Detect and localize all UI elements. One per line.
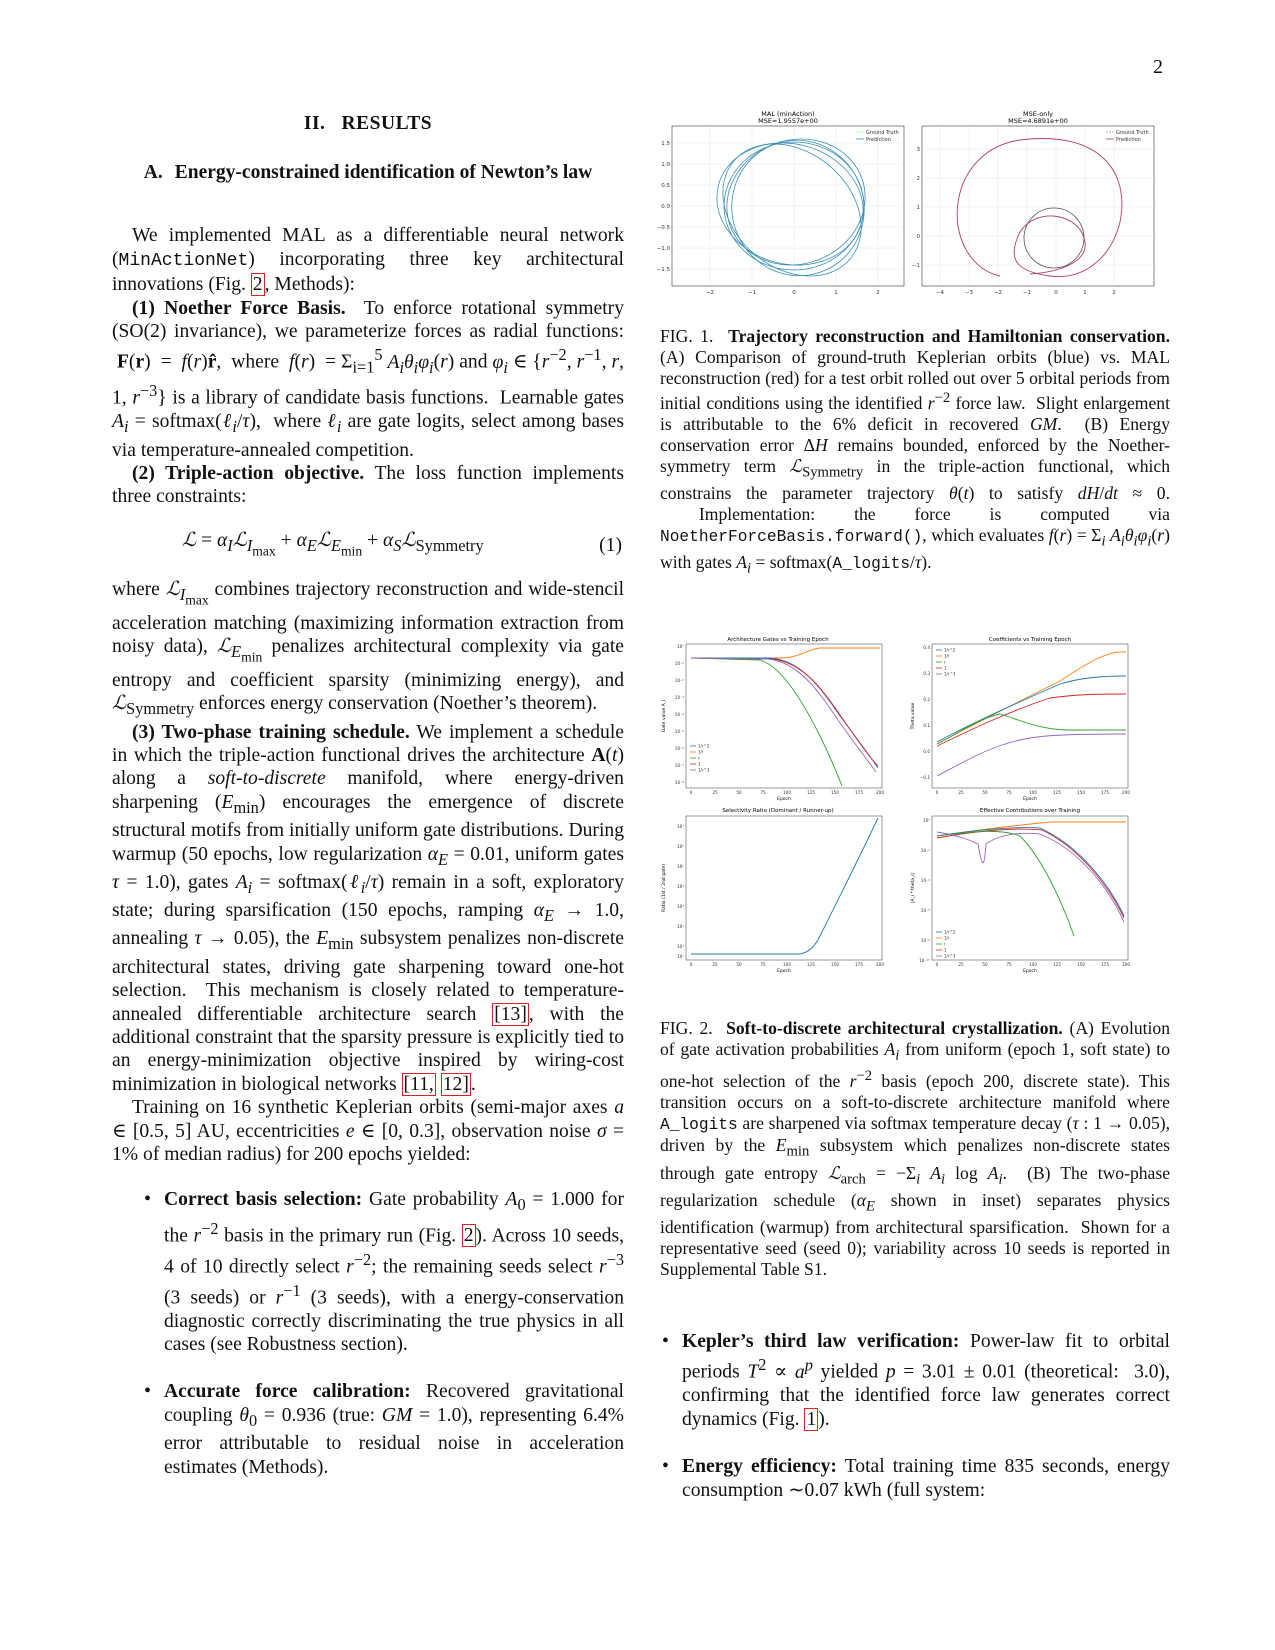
svg-text:25: 25 [958, 790, 964, 795]
figure-1 [656, 110, 1170, 304]
svg-text:0.0: 0.0 [661, 204, 670, 210]
svg-text:0: 0 [792, 290, 796, 296]
svg-text:2: 2 [1112, 290, 1116, 296]
svg-text:50: 50 [982, 790, 988, 795]
svg-text:75: 75 [760, 790, 766, 795]
svg-text:10⁻⁶: 10⁻⁶ [920, 908, 930, 913]
paragraph-intro: We implemented MAL as a differentiable neural network (MinActionNet) incorporating three key architectural innovations (Fig. 2 , Methods): [112, 225, 624, 296]
svg-text:175: 175 [1101, 790, 1109, 795]
fig2-panel-selectivity [661, 808, 884, 974]
svg-text:25: 25 [958, 962, 964, 967]
svg-text:−2: −2 [993, 290, 1003, 296]
svg-text:0: 0 [1054, 290, 1058, 296]
svg-text:75: 75 [760, 962, 766, 967]
svg-text:10⁻³: 10⁻³ [674, 695, 684, 700]
fig1b-mse: MSE=4.6891e+00 [1008, 117, 1068, 125]
svg-text:1/r^2: 1/r^2 [698, 743, 710, 749]
svg-text:−1: −1 [911, 263, 920, 269]
fig2-ylabel-gates: Gate value A_i [662, 699, 667, 733]
fig2-ylabel-coef: Theta value [911, 702, 916, 730]
equation-1: ℒ = $\alpha_Iℒ_{I_{max}}$ + $\alpha_Eℒ_{E_{min}}$ + $\alpha_Sℒ_{Symmetry}$ (1) [182, 529, 622, 558]
svg-text:50: 50 [736, 962, 742, 967]
citation-link[interactable]: 2 [463, 1225, 474, 1247]
svg-text:1/r^3: 1/r^3 [698, 767, 710, 773]
svg-text:−1.0: −1.0 [656, 246, 670, 252]
svg-text:0: 0 [689, 790, 693, 795]
svg-text:25: 25 [712, 962, 718, 967]
svg-text:10⁻⁴: 10⁻⁴ [674, 712, 684, 717]
svg-text:10⁵: 10⁵ [676, 864, 684, 869]
svg-text:3: 3 [916, 147, 920, 153]
fig2-title-selectivity: Selectivity Ratio (Dominant / Runner-up) [722, 808, 834, 814]
svg-text:75: 75 [1006, 790, 1012, 795]
svg-text:0: 0 [689, 962, 693, 967]
page-number: 2 [1153, 56, 1163, 78]
svg-text:10⁻⁶: 10⁻⁶ [674, 746, 684, 751]
paragraph-schedule: (3) Two-phase training schedule. We implement a schedule in which the triple-action functional drives the architecture A(t) along a soft-to-discrete manifold, where energy-driven sharpening $(E_{min})$ encourages the emergence of discrete structural motifs from initially uniform gate distributions. During warmup (50 epochs, low regularization $\alpha_E = 0.01$, uniform gates τ = 1.0), gates $A_i$ = softmax(ℓ$_i$/τ) remain in a soft, exploratory state; during sparsification (150 epochs, ramping $\alpha_E \to 1.0$, annealing τ → 0.05), the $E_{min}$ subsystem penalizes non-discrete architectural states, driving gate sharpening toward one-hot selection. This mechanism is closely related to temperature-annealed differentiable architecture search [13] , with the additional constraint that the sparsity pressure is explicitly tied to an energy-minimization objective inspired by wiring-cost minimization in biological networks [11, 12] . [112, 721, 625, 1095]
svg-text:25: 25 [712, 790, 718, 795]
svg-text:150: 150 [831, 790, 839, 795]
svg-text:r: r [944, 659, 946, 665]
svg-text:10⁶: 10⁶ [676, 844, 684, 849]
svg-text:10⁻⁴: 10⁻⁴ [920, 878, 930, 883]
svg-text:1: 1 [1083, 290, 1087, 296]
svg-text:1: 1 [944, 947, 947, 953]
paragraph-triple-action: (2) Triple-action objective. The loss function implements three constraints: [112, 462, 624, 508]
bullet-kepler: • Kepler’s third law verification: Power-law fit to orbital periods $T^2 \propto a^p$ yielded p = 3.01 ± 0.01 (theoretical: 3.0), confirming that the identified force law generates correct dynamics (Fig. 1 ). [662, 1331, 1171, 1430]
citation-link[interactable]: [13] [494, 1003, 527, 1025]
right-column-bullets [660, 1330, 1170, 1502]
svg-text:0: 0 [916, 234, 920, 240]
svg-text:0.5: 0.5 [661, 183, 670, 189]
svg-text:Epoch: Epoch [1023, 969, 1037, 974]
svg-text:150: 150 [1077, 790, 1085, 795]
svg-text:125: 125 [1053, 790, 1061, 795]
svg-text:0.0: 0.0 [923, 749, 930, 754]
svg-text:0.1: 0.1 [923, 723, 930, 728]
citation-link[interactable]: 12] [442, 1073, 469, 1095]
svg-text:10⁻¹: 10⁻¹ [674, 661, 684, 666]
svg-text:100: 100 [1029, 790, 1037, 795]
svg-text:50: 50 [736, 790, 742, 795]
svg-text:−1.5: −1.5 [656, 267, 670, 273]
svg-text:1: 1 [698, 761, 701, 767]
svg-text:1/r: 1/r [698, 749, 704, 755]
svg-text:10⁻¹⁰: 10⁻¹⁰ [919, 958, 930, 963]
svg-text:−1: −1 [747, 290, 757, 296]
svg-text:150: 150 [831, 962, 839, 967]
svg-text:100: 100 [783, 962, 791, 967]
svg-text:1/r^3: 1/r^3 [944, 671, 956, 677]
fig1a-title: MAL (minAction) [761, 110, 815, 118]
svg-text:r: r [698, 755, 700, 761]
svg-text:0: 0 [935, 790, 939, 795]
svg-text:0.2: 0.2 [923, 697, 930, 702]
svg-text:175: 175 [855, 962, 863, 967]
svg-text:125: 125 [1053, 962, 1061, 967]
svg-text:200: 200 [876, 962, 884, 967]
svg-text:1: 1 [944, 665, 947, 671]
bullet-energy: • Energy efficiency: Total training time 835 seconds, energy consumption ∼0.07 kWh (full system: [662, 1456, 1170, 1501]
bullet-force-calibration: • Accurate force calibration: Recovered gravitational coupling $\theta_0 = 0.936$ (true: GM = 1.0), representing 6.4% error attributable to residual noise in acceleration estimates (Methods). [112, 1380, 624, 1479]
bullet-basis-selection: • Correct basis selection: Gate probability $A_0 = 1.000$ for the $r^{-2}$ basis in the primary run (Fig. 2 ). Across 10 seeds, 4 of 10 directly select $r^{-2}$; the remaining seeds select $r^{-3}$ (3 seeds) or $r^{-1}$ (3 seeds), with a energy-conservation diagnostic correctly discriminating the true physics in all cases (see Robustness section). [112, 1188, 624, 1356]
svg-text:−2: −2 [705, 290, 715, 296]
svg-text:−1: −1 [1022, 290, 1032, 296]
svg-text:50: 50 [982, 962, 988, 967]
fig1a-legend-pred: Prediction [866, 137, 891, 143]
svg-text:2: 2 [916, 176, 920, 182]
svg-text:200: 200 [1122, 962, 1130, 967]
svg-text:10⁻²: 10⁻² [920, 848, 930, 853]
fig2-ylabel-contrib: |A_i * theta_i| [911, 872, 916, 904]
svg-text:1.5: 1.5 [661, 141, 670, 147]
subsection-title: A. Energy-constrained identification of Newton’s law [143, 162, 593, 184]
svg-text:0.4: 0.4 [923, 645, 930, 650]
svg-text:200: 200 [1122, 790, 1130, 795]
svg-text:10²: 10² [676, 924, 684, 929]
fig1-panel-a [657, 110, 904, 303]
svg-text:10⁻⁵: 10⁻⁵ [674, 729, 684, 734]
svg-text:100: 100 [783, 790, 791, 795]
svg-text:−0.1: −0.1 [919, 775, 930, 780]
svg-text:10⁷: 10⁷ [676, 824, 684, 829]
left-column [112, 106, 624, 1479]
svg-text:−4: −4 [935, 290, 945, 296]
fig2-title-gates: Architecture Gates vs Training Epoch [727, 637, 829, 643]
svg-text:10³: 10³ [676, 904, 684, 909]
fig2-panel-coefficients [910, 637, 1130, 802]
svg-text:10¹: 10¹ [676, 944, 684, 949]
fig2-panel-contributions [910, 808, 1130, 974]
svg-text:10⁰: 10⁰ [676, 644, 684, 649]
svg-text:200: 200 [876, 790, 884, 795]
svg-text:−3: −3 [964, 290, 974, 296]
fig2-panel-gates [661, 637, 884, 802]
citation-link[interactable]: 2 [252, 274, 263, 296]
svg-text:10⁰: 10⁰ [676, 954, 684, 959]
svg-text:125: 125 [807, 962, 815, 967]
svg-text:150: 150 [1077, 962, 1085, 967]
svg-text:175: 175 [855, 790, 863, 795]
svg-text:175: 175 [1101, 962, 1109, 967]
fig1-panel-b [912, 110, 1154, 296]
paragraph-training: Training on 16 synthetic Keplerian orbits (semi-major axes a ∈ [0.5, 5] AU, eccentricities e ∈ [0, 0.3], observation noise σ = 1% of median radius) for 200 epochs yielded: [112, 1097, 625, 1166]
svg-text:0: 0 [935, 962, 939, 967]
svg-text:1/r^2: 1/r^2 [944, 929, 956, 935]
svg-text:Epoch: Epoch [1023, 797, 1037, 802]
svg-text:1/r: 1/r [944, 653, 950, 659]
svg-text:10⁻²: 10⁻² [674, 678, 684, 683]
svg-text:10⁴: 10⁴ [676, 884, 684, 889]
fig2-title-contrib: Effective Contributions over Training [979, 808, 1081, 814]
svg-text:−0.5: −0.5 [656, 225, 670, 231]
paragraph-loss-terms: where ℒ$_{I_{max}}$ combines trajectory reconstruction and wide-stencil acceleration matching (maximizing information extraction from noisy data), ℒ$_{E_{min}}$ penalizes architectural complexity via gate entropy and coefficient sparsity (minimizing energy), and ℒ$_{Symmetry}$ enforces energy conservation (Noether’s theorem). [112, 579, 625, 719]
fig2-caption: FIG. 2. Soft-to-discrete architectural crystallization. (A) Evolution of gate activation probabilities $A_i$ from uniform (epoch 1, soft state) to one-hot selection of the $r^{-2}$ basis (epoch 200, discrete state). This transition occurs on a soft-to-discrete architecture manifold where A_logits are sharpened via softmax temperature decay (τ : 1 → 0.05), driven by the $E_{min}$ subsystem which penalizes non-discrete states through gate entropy ℒ$_{arch}$ = $-\Sigma_i$ $A_i$ $\log A_i$. (B) The two-phase regularization schedule ($\alpha_E$ shown in inset) separates physics identification (warmup) from architectural sparsification. Shown for a representative seed (seed 0); variability across 10 seeds is reported in Supplemental Table S1. [660, 1018, 1171, 1279]
svg-text:r: r [944, 941, 946, 947]
figure-2 [660, 636, 1170, 982]
fig1b-legend-pred: Prediction [1116, 137, 1141, 143]
svg-text:75: 75 [1006, 962, 1012, 967]
svg-text:10⁰: 10⁰ [922, 818, 930, 823]
svg-text:100: 100 [1029, 962, 1037, 967]
paragraph-noether: (1) Noether Force Basis. To enforce rotational symmetry (SO(2) invariance), we parameterize forces as radial functions: F(r) = f(r)r̂, where $f(r) = \Sigma_{i=1}^5$ $A_i\theta_i\varphi_i(r)$ and $\varphi_i$ ∈ {$r^{-2}$, $r^{-1}$, r, 1, $r^{-3}$} is a library of candidate basis functions. Learnable gates $A_i$ = softmax(ℓ$_i$/τ), where ℓ$_i$ are gate logits, select among bases via temperature-annealed competition. [112, 297, 625, 461]
svg-text:Epoch: Epoch [777, 969, 791, 974]
svg-text:0.3: 0.3 [923, 671, 930, 676]
svg-text:1.0: 1.0 [661, 162, 670, 168]
svg-text:1: 1 [834, 290, 838, 296]
citation-link[interactable]: 1 [806, 1408, 817, 1430]
svg-text:125: 125 [807, 790, 815, 795]
fig1-caption: FIG. 1. Trajectory reconstruction and Hamiltonian conservation. (A) Comparison of ground-truth Keplerian orbits (blue) vs. MAL reconstruction (red) for a test orbit rolled out over 5 orbital periods from initial conditions using the identified $r^{-2}$ force law. Slight enlargement is attributable to the 6% deficit in recovered GM. (B) Energy conservation error ΔH remains bounded, enforced by the Noether-symmetry term ℒ$_{Symmetry}$ in the triple-action functional, which constrains the parameter trajectory θ(t) to satisfy dH/dt ≈ 0. Implementation: the force is computed via NoetherForceBasis.forward(), which evaluates $f(r) = \Sigma_i$ $A_i\theta_i\varphi_i(r)$ with gates $A_i$ = softmax(A_logits/τ). [660, 326, 1171, 577]
fig1b-legend-gt: Ground Truth [1116, 130, 1149, 136]
citation-link[interactable]: [11, [403, 1073, 434, 1095]
svg-text:1: 1 [916, 205, 920, 211]
fig1a-legend-gt: Ground Truth [866, 130, 899, 136]
svg-text:1/r^3: 1/r^3 [944, 953, 956, 959]
svg-text:10⁻⁷: 10⁻⁷ [674, 763, 684, 768]
fig1b-title: MSE-only [1022, 110, 1054, 118]
fig1a-mse: MSE=1.9557e+00 [758, 117, 818, 125]
svg-text:1/r: 1/r [944, 935, 950, 941]
fig2-ylabel-selectivity: Ratio (1st / 2nd gate) [662, 864, 667, 912]
fig2-title-coef: Coefficients vs Training Epoch [988, 637, 1072, 643]
svg-text:10⁻⁸: 10⁻⁸ [674, 780, 684, 785]
svg-text:2: 2 [876, 290, 880, 296]
fig2-xlabel-gates: Epoch [777, 797, 791, 802]
section-title: II. RESULTS [303, 113, 433, 134]
svg-text:1/r^2: 1/r^2 [944, 647, 956, 653]
svg-text:10⁻⁸: 10⁻⁸ [920, 938, 930, 943]
